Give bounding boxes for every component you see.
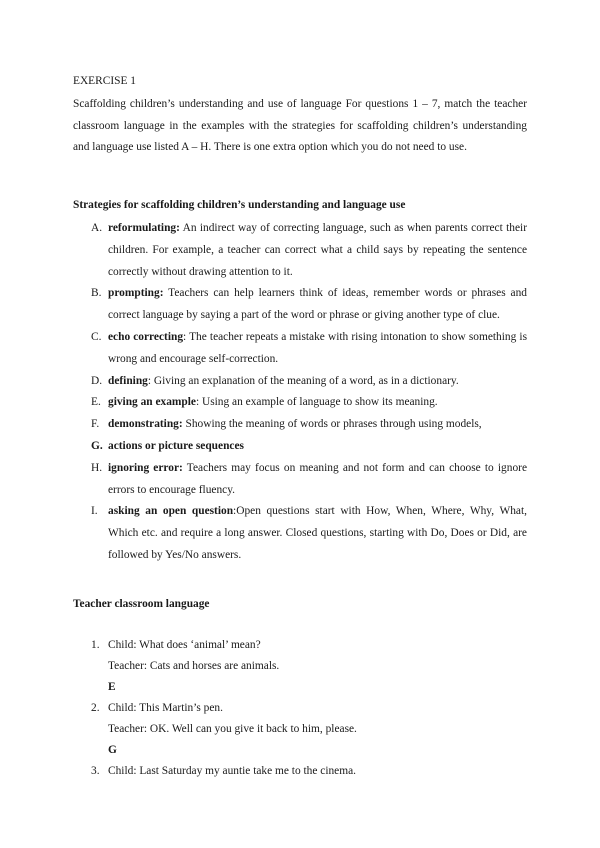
strategy-term: prompting:: [108, 287, 164, 300]
strategy-letter: H.: [91, 461, 103, 474]
question-item: [91, 761, 527, 782]
strategy-item: [91, 414, 527, 436]
strategy-item: [91, 458, 527, 502]
strategy-item: [91, 392, 527, 414]
strategy-text: An indirect way of correcting language, such as when parents correct their children. For example, a teacher can correct what a child says by repeating the sentence correctly without drawing attention to it.: [108, 222, 527, 278]
strategy-item: [91, 436, 527, 458]
child-line: Child: This Martin’s pen.: [108, 702, 223, 714]
question-number: 1.: [91, 639, 100, 651]
strategy-text: Teachers can help learners think of ideas, remember words or phrases and correct language by saying a part of the word or phrase or giving another type of clue.: [108, 287, 527, 322]
strategy-text: : Using an example of language to show its meaning.: [195, 396, 438, 409]
answer-letter: G: [108, 744, 117, 756]
strategy-item: [91, 371, 527, 393]
strategies-heading: Strategies for scaffolding children’s understanding and language use: [73, 199, 406, 211]
strategy-term: defining: [108, 374, 148, 387]
strategy-text: :Open questions start with How, When, Where, Why, What, Which etc. and require a long answer. Closed questions, starting with Do, Does or Did, are followed by Yes/No answers.: [108, 505, 527, 561]
exercise-title: EXERCISE 1: [73, 75, 136, 87]
questions-list: [91, 635, 527, 782]
strategy-text: Teachers may focus on meaning and not form and can choose to ignore errors to encourage fluency.: [108, 461, 527, 496]
question-item: [91, 635, 527, 698]
teacher-line: Teacher: OK. Well can you give it back to him, please.: [108, 723, 357, 735]
strategy-letter: F.: [91, 418, 100, 431]
teacher-language-heading: Teacher classroom language: [73, 598, 210, 610]
teacher-line: Teacher: Cats and horses are animals.: [108, 660, 280, 672]
strategy-text: : Giving an explanation of the meaning of a word, as in a dictionary.: [147, 374, 459, 387]
child-line: Child: Last Saturday my auntie take me to the cinema.: [108, 765, 356, 777]
strategy-letter: I.: [91, 505, 98, 518]
strategy-item: [91, 327, 527, 371]
strategy-item: [91, 283, 527, 327]
strategy-term: actions or picture sequences: [108, 439, 244, 452]
strategy-text: : The teacher repeats a mistake with rising intonation to show something is wrong and encourage self-correction.: [108, 330, 527, 365]
strategy-text: Showing the meaning of words or phrases through using models,: [182, 418, 482, 431]
strategy-letter: E.: [91, 396, 101, 409]
question-number: 2.: [91, 702, 100, 714]
answer-letter: E: [108, 681, 116, 693]
strategy-letter: G.: [91, 439, 103, 452]
strategy-letter: A.: [91, 222, 103, 234]
strategy-term: giving an example: [108, 396, 196, 409]
strategy-term: asking an open question: [108, 505, 234, 518]
strategy-item: [91, 501, 527, 566]
strategy-item: [91, 218, 527, 283]
strategy-term: demonstrating:: [108, 418, 183, 431]
strategy-term: ignoring error:: [108, 461, 183, 474]
strategy-term: reformulating:: [108, 222, 180, 234]
intro-paragraph: Scaffolding children’s understanding and use of language For questions 1 – 7, match the teacher classroom language in the examples with the strategies for scaffolding children’s understanding and language use listed A – H. There is one extra option which you do not need to use.: [73, 98, 527, 154]
strategies-list: [91, 218, 527, 567]
child-line: Child: What does ‘animal’ mean?: [108, 639, 261, 651]
strategy-letter: B.: [91, 287, 102, 300]
question-item: [91, 698, 527, 761]
strategy-term: echo correcting: [108, 330, 184, 343]
question-number: 3.: [91, 765, 100, 777]
strategy-letter: D.: [91, 374, 103, 387]
strategy-letter: C.: [91, 330, 102, 343]
